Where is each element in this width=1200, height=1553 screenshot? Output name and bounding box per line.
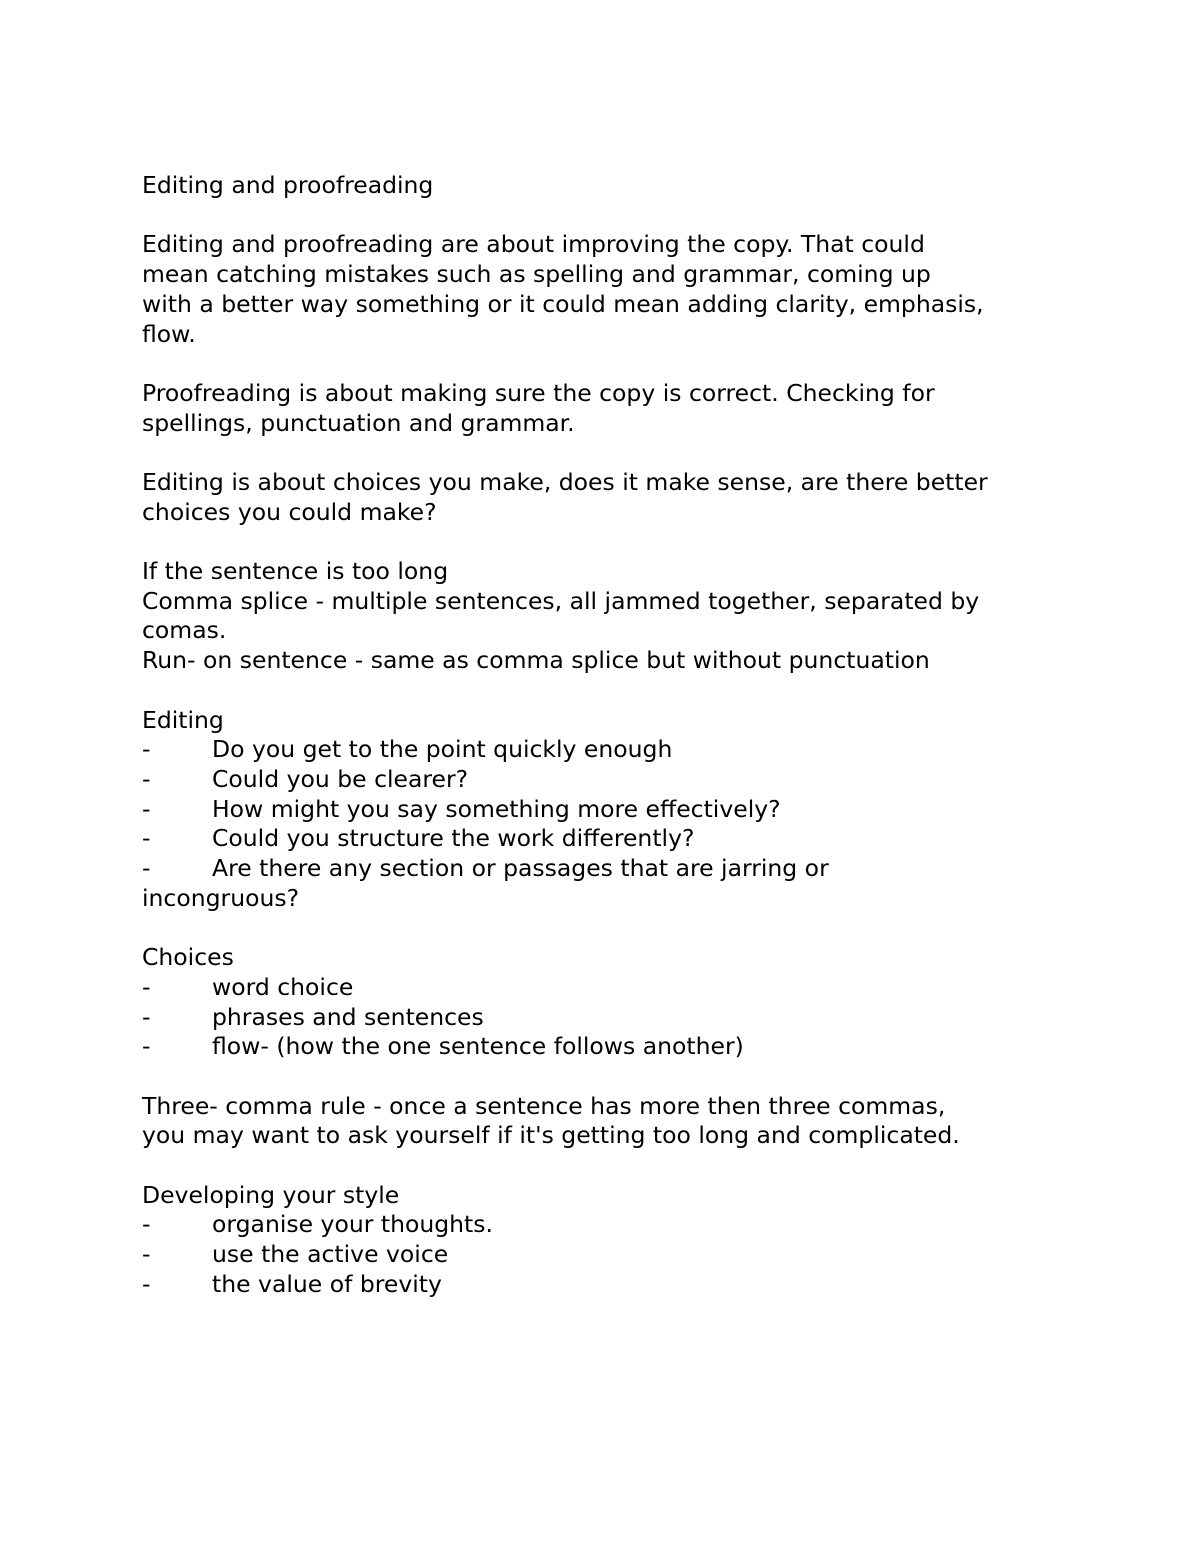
intro-line: Editing and proofreading are about improving the copy. That could [142,230,925,259]
bullet-dash: - [142,1032,151,1061]
paragraph-spacer [142,1062,1072,1092]
document-body [142,171,1072,1300]
editing-definition-line: Editing is about choices you make, does it make sense, are there better [142,467,988,496]
list-item [142,765,1072,795]
list-item-continuation: incongruous? [142,883,300,912]
list-item [142,1240,1072,1270]
paragraph-spacer [142,438,1072,468]
paragraph-spacer [142,914,1072,944]
bullet-dash: - [142,1269,151,1298]
intro-line: mean catching mistakes such as spelling and grammar, coming up [142,260,931,289]
list-item-text: flow- (how the one sentence follows another) [212,1032,744,1061]
paragraph-spacer [142,201,1072,231]
proofreading-line: Proofreading is about making sure the copy is correct. Checking for [142,378,935,407]
list-item-text: phrases and sentences [212,1002,484,1031]
bullet-dash: - [142,735,151,764]
list-item-text: Could you be clearer? [212,764,469,793]
bullet-dash: - [142,1210,151,1239]
list-item [142,973,1072,1003]
bullet-dash: - [142,1002,151,1031]
list-item [142,824,1072,854]
list-item-text: word choice [212,972,354,1001]
editing-definition-line: choices you could make? [142,497,437,526]
document-title: Editing and proofreading [142,171,434,199]
bullet-dash: - [142,854,151,883]
list-item [142,1270,1072,1300]
run-on-line: Run- on sentence - same as comma splice but without punctuation [142,646,930,675]
list-item-text: How might you say something more effectively? [212,794,781,823]
proofreading-line: spellings, punctuation and grammar. [142,408,575,437]
list-item [142,1003,1072,1033]
choices-heading: Choices [142,943,234,972]
long-sentence-heading: If the sentence is too long [142,557,449,586]
paragraph-spacer [142,1151,1072,1181]
intro-line: flow. [142,319,196,348]
bullet-dash: - [142,824,151,853]
three-comma-line: Three- comma rule - once a sentence has more then three commas, [142,1091,946,1120]
paragraph-spacer [142,349,1072,379]
three-comma-line: you may want to ask yourself if it's getting too long and complicated. [142,1121,960,1150]
paragraph-spacer [142,676,1072,706]
list-item-text: Do you get to the point quickly enough [212,735,673,764]
style-heading: Developing your style [142,1180,400,1209]
list-item-text: organise your thoughts. [212,1210,493,1239]
comma-splice-line: Comma splice - multiple sentences, all jammed together, separated by [142,586,980,615]
comma-splice-line: comas. [142,616,227,645]
list-item [142,735,1072,765]
list-item-text: the value of brevity [212,1269,442,1298]
bullet-dash: - [142,972,151,1001]
list-item-text: use the active voice [212,1240,449,1269]
list-item [142,795,1072,825]
paragraph-spacer [142,527,1072,557]
list-item [142,1210,1072,1240]
list-item-text: Are there any section or passages that are jarring or [212,854,829,883]
bullet-dash: - [142,1240,151,1269]
list-item-text: Could you structure the work differently? [212,824,695,853]
list-item [142,854,1072,884]
list-item [142,1032,1072,1062]
editing-heading: Editing [142,705,224,734]
bullet-dash: - [142,794,151,823]
bullet-dash: - [142,764,151,793]
intro-line: with a better way something or it could mean adding clarity, emphasis, [142,289,984,318]
